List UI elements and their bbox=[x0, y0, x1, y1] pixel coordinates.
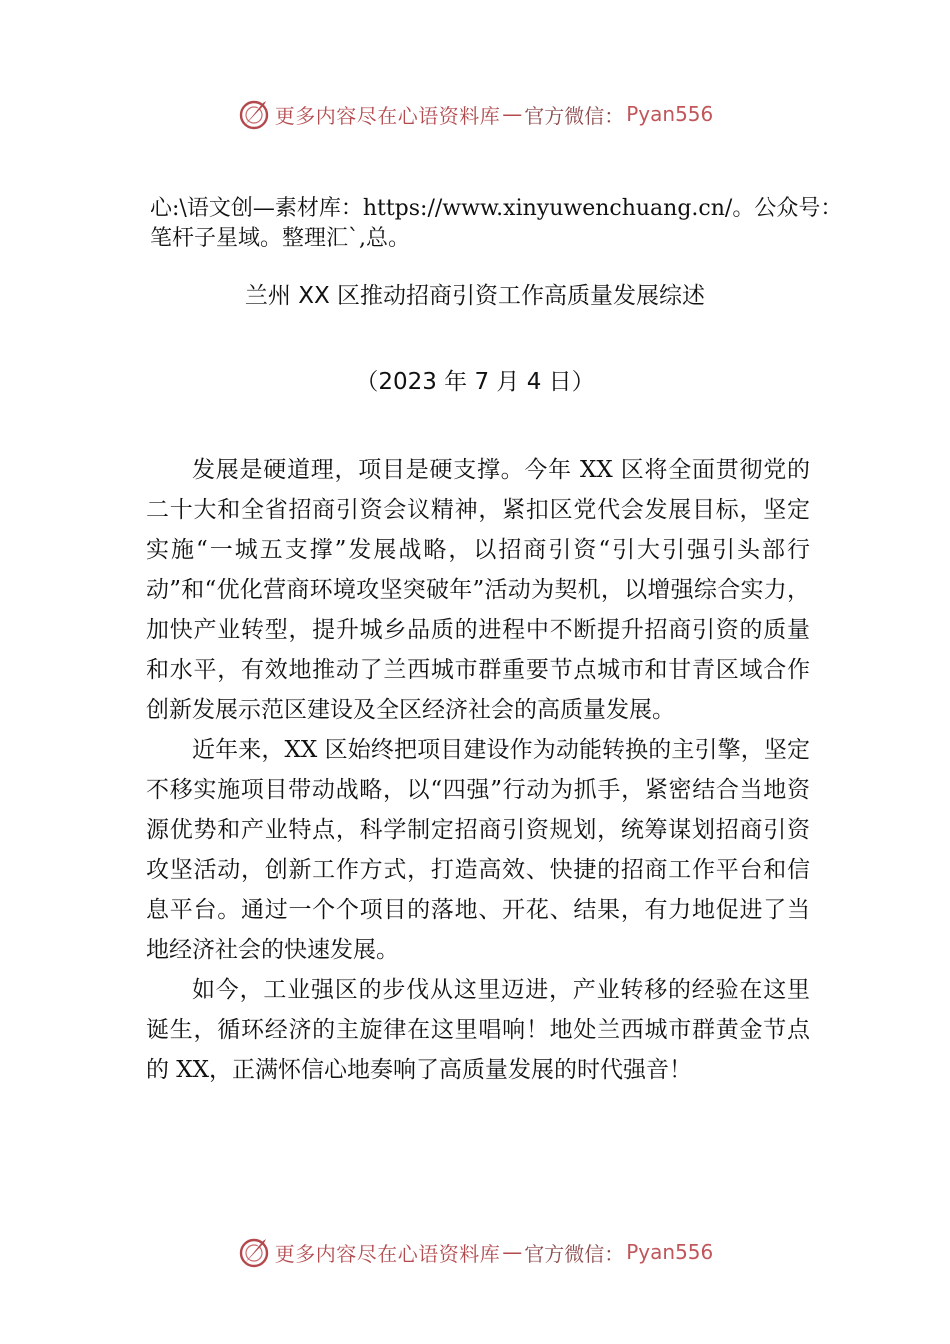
header-watermark-banner bbox=[0, 94, 950, 134]
quill-logo-icon bbox=[237, 97, 271, 131]
body-paragraph: 发展是硬道理，项目是硬支撑。今年 XX 区将全面贯彻党的二十大和全省招商引资会议精神，紧扣区党代会发展目标，坚定实施“一城五支撑”发展战略，以招商引资“引大引强引头部行动”和“优化营商环境攻坚突破年”活动为契机，以增强综合实力，加快产业转型，提升城乡品质的进程中不断提升招商引资的质量和水平，有效地推动了兰西城市群重要节点城市和甘青区域合作创新发展示范区建设及全区经济社会的高质量发展。 bbox=[146, 457, 810, 723]
document-body bbox=[146, 450, 810, 1090]
banner-separator: — bbox=[502, 1240, 523, 1264]
document-date: （2023 年 7 月 4 日） bbox=[355, 369, 595, 395]
banner-wechat-label: 官方微信： bbox=[524, 1241, 625, 1266]
banner-wechat-id: Pyan556 bbox=[626, 1240, 714, 1264]
quill-logo-icon bbox=[237, 1235, 271, 1269]
footer-watermark-banner bbox=[0, 1232, 950, 1272]
document-title: 兰州 XX 区推动招商引资工作高质量发展综述 bbox=[244, 283, 706, 309]
banner-main-text: 更多内容尽在心语资料库 bbox=[274, 103, 501, 128]
banner-separator: — bbox=[502, 102, 523, 126]
body-paragraph: 如今，工业强区的步伐从这里迈进，产业转移的经验在这里诞生，循环经济的主旋律在这里唱响！地处兰西城市群黄金节点的 XX，正满怀信心地奏响了高质量发展的时代强音！ bbox=[146, 977, 810, 1083]
banner-wechat-label: 官方微信： bbox=[524, 103, 625, 128]
banner-main-text: 更多内容尽在心语资料库 bbox=[274, 1241, 501, 1266]
body-paragraph: 近年来，XX 区始终把项目建设作为动能转换的主引擎，坚定不移实施项目带动战略，以“四强”行动为抓手，紧密结合当地资源优势和产业特点，科学制定招商引资规划，统筹谋划招商引资攻坚活动，创新工作方式，打造高效、快捷的招商工作平台和信息平台。通过一个个项目的落地、开花、结果，有力地促进了当地经济社会的快速发展。 bbox=[146, 737, 810, 963]
source-note: 心:\语文创—素材库：https://www.xinyuwenchuang.cn/。公众号：笔杆子星域。整理汇`,总。 bbox=[150, 196, 843, 251]
banner-wechat-id: Pyan556 bbox=[626, 102, 714, 126]
